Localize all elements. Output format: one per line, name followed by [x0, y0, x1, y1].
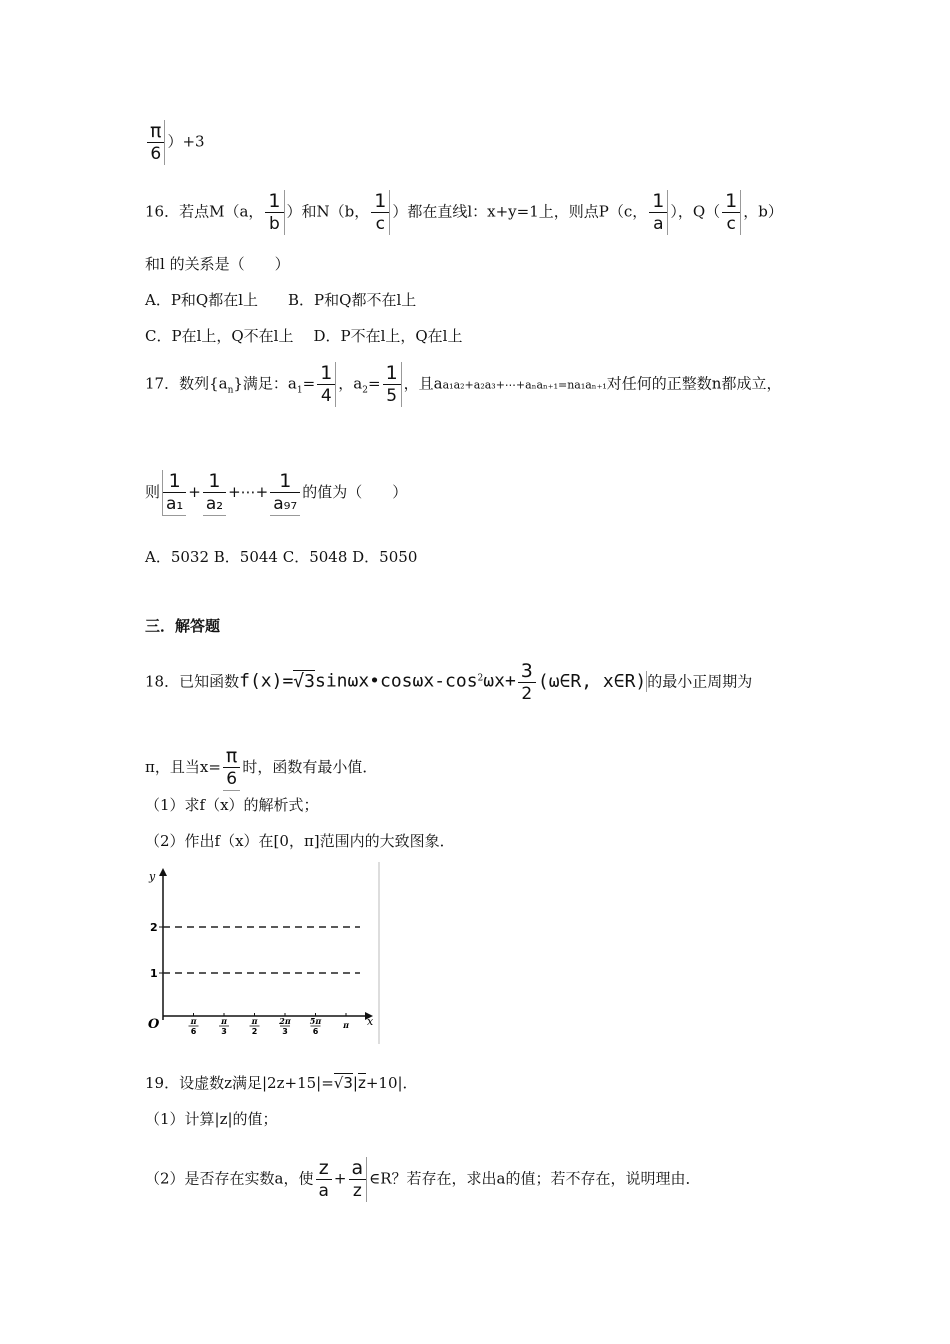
x-tick-label-numerator: π — [221, 1016, 227, 1026]
q18-stem-line2: π，且当x= $\frac{\pi}{6}$ 时，函数有最小值． — [145, 745, 378, 789]
x-tick-label-numerator: 2π — [279, 1016, 291, 1026]
q18-stem: 18．已知函数$f(x)=√3\sin\omega x•\cos\omega x-\cos^2\omega x+$ $\frac{3}{2}$ (ω∈R, x∈R)的最小正周期为 — [145, 660, 753, 704]
x-tick-label-numerator: 5π — [309, 1016, 322, 1026]
fraction-1-over-a1: $\frac{1}{\text{a₁}}$ — [162, 470, 186, 516]
sqrt-3-q19: √3 — [333, 1074, 353, 1092]
q16-stem-line2: 和l 的关系是（ ） — [145, 255, 290, 273]
origin-label: O — [148, 1017, 160, 1032]
x-tick-label-denominator: 3 — [282, 1027, 288, 1036]
q16-option-a: A．P和Q都在l上 — [145, 291, 259, 309]
fraction-1-over-a2: $\frac{1}{\text{a₂}}$ — [203, 470, 226, 516]
fraction-pi-over-6: $\frac{\pi}{6}$ — [223, 745, 240, 791]
z-conjugate: z — [357, 1074, 366, 1092]
fraction-1-over-4: $\frac{1}{4}$ — [317, 362, 336, 407]
q17-stem: 17．数列$\{a_n\}$满足：$a_1=$ $\frac{1}{4}$ ，$a_2=$ $\frac{1}{5}$ ，且aa₁a₂+a₂a₃+⋯+aₙaₙ₊₁=na₁aₙ₊₁对任何的正整数n都成立， — [145, 362, 782, 406]
fraction-1-over-a: $\frac{1}{a}$ — [649, 190, 668, 235]
fraction-a-over-z: $\frac{a}{z}$ — [349, 1157, 368, 1202]
x-tick-label-denominator: 3 — [221, 1027, 227, 1036]
q19-part-1: （1）计算|z|的值； — [145, 1110, 278, 1128]
q16-options-cd — [145, 326, 462, 346]
x-tick-label-numerator: π — [251, 1016, 258, 1026]
q18-part-1: （1）求f（x）的解析式； — [145, 796, 319, 814]
fraction-1-over-c: $\frac{1}{c}$ — [371, 190, 390, 235]
fraction-1-over-b: $\frac{1}{b}$ — [265, 190, 284, 235]
fraction-1-over-5: $\frac{1}{5}$ — [383, 362, 402, 407]
y-tick-label-2: 2 — [150, 921, 158, 934]
x-tick-label-denominator: 2 — [251, 1027, 258, 1036]
x-tick-label-denominator: 6 — [312, 1027, 319, 1036]
q16-option-b: B．P和Q都不在l上 — [288, 291, 417, 309]
x-tick-label-numerator: π — [343, 1020, 349, 1030]
fraction-z-over-a: $\frac{z}{a}$ — [316, 1157, 332, 1202]
q16-option-c: C．P在l上，Q不在l上 — [145, 327, 294, 345]
fraction-3-over-2: $\frac{3}{2}$ — [518, 660, 536, 705]
q19-part-2: （2）是否存在实数a，使 $\frac{z}{a}$ + $\frac{a}{z}$ ∈R？若存在，求出a的值；若不存在，说明理由． — [145, 1157, 701, 1201]
recurrence-relation: a₁a₂+a₂a₃+⋯+aₙaₙ₊₁=na₁aₙ₊₁ — [442, 378, 607, 392]
q16-options-ab — [145, 290, 416, 310]
fraction-1-over-a97: $\frac{1}{\text{a₉₇}}$ — [270, 470, 300, 516]
q19-stem: 19．设虚数z满足|2z+15|=√3|z+10|． — [145, 1074, 418, 1092]
q18-part-2: （2）作出f（x）在[0，π]范围内的大致图象． — [145, 832, 455, 850]
q17-sum-line: 则 $\frac{1}{\text{a₁}}$ + $\frac{1}{\text{a₂}}$ +⋯+ $\frac{1}{\text{a₉₇}}$ 的值为（ ） — [145, 470, 408, 514]
sqrt-3: √3 — [293, 670, 315, 692]
q17-options: A．5032 B．5044 C．5048 D．5050 — [145, 548, 418, 566]
y-axis-arrow — [159, 868, 167, 876]
y-tick-label-1: 1 — [150, 967, 158, 980]
q16-stem: 16．若点M（a， $\frac{1}{b}$ ）和N（b， $\frac{1}{c}$ ）都在直线l：x+y=1上，则点P（c， $\frac{1}{a}$ ），Q（ $\frac{1}{c}$ ，b） — [145, 190, 783, 234]
fraction-1-over-c-q: $\frac{1}{c}$ — [722, 190, 741, 235]
x-axis-label: x — [367, 1015, 374, 1028]
x-tick-label-denominator: 6 — [190, 1027, 197, 1036]
continuation-line: $\frac{\pi}{6}$ ）+3 — [145, 120, 205, 165]
q16-option-d: D．P不在l上，Q在l上 — [313, 327, 463, 345]
coordinate-grid — [145, 862, 385, 1044]
pi-over-6-fraction: $\frac{\pi}{6}$ — [147, 120, 165, 165]
y-axis-label: y — [149, 870, 156, 883]
section-title: 三．解答题 — [145, 617, 221, 635]
x-tick-label-numerator: π — [190, 1016, 197, 1026]
